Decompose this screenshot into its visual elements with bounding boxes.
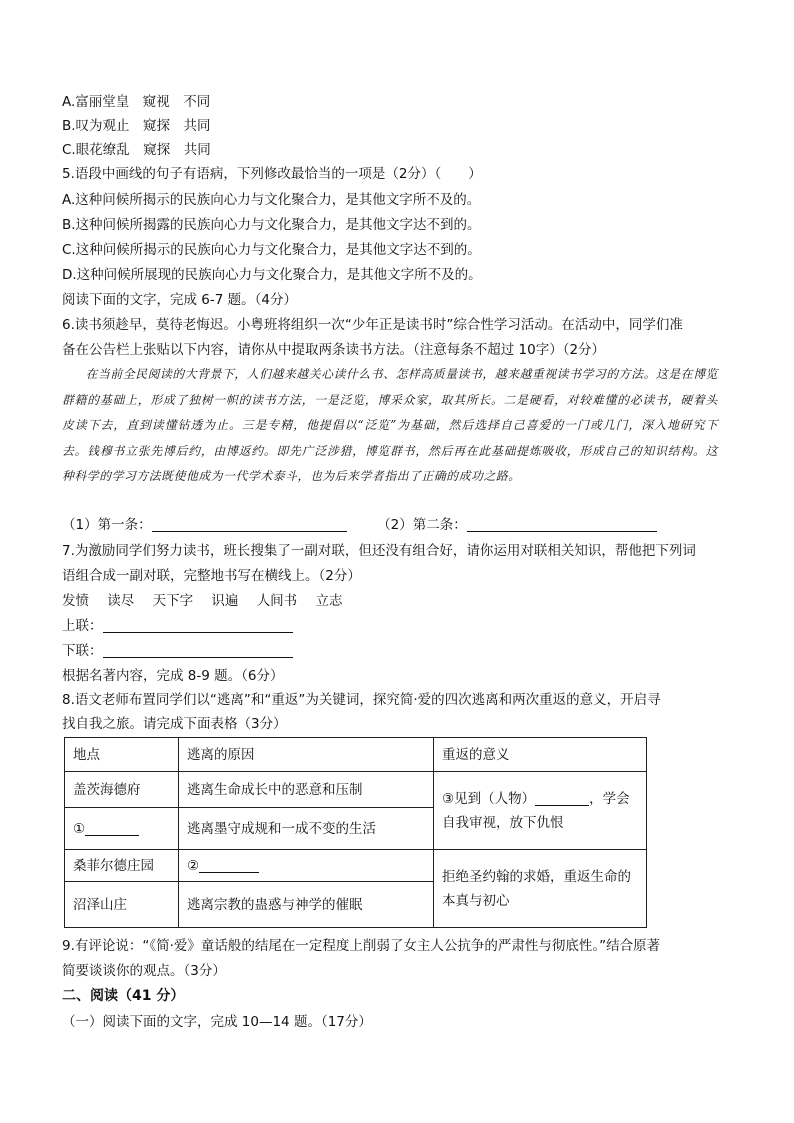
section-2-subtitle: （一）阅读下面的文字，完成 10—14 题。（17分） — [62, 1014, 372, 1030]
section-2-title: 二、阅读（41 分） — [62, 988, 185, 1004]
q9-stem-line1: 9.有评论说：“《简·爱》童话般的结尾在一定程度上削弱了女主人公抗争的严肃性与彻底性。”结合原著 — [62, 938, 661, 954]
meaning-cell-2 — [434, 850, 647, 928]
q5-option-c: C.这种问候所揭示的民族向心力与文化聚合力，是其他文字达不到的。 — [62, 242, 481, 258]
reason-cell: 逃离生命成长中的恶意和压制 — [179, 772, 434, 808]
reason-blank[interactable] — [199, 858, 259, 873]
place-cell: 盖茨海德府 — [65, 772, 179, 808]
q5-option-a: A.这种问候所揭示的民族向心力与文化聚合力，是其他文字所不及的。 — [62, 192, 481, 208]
q7-lower-row — [62, 641, 293, 661]
header-place: 地点 — [65, 738, 179, 772]
meaning1-tail: ，学会 — [589, 790, 630, 807]
read-instruction-6-7: 阅读下面的文字，完成 6-7 题。（4分） — [62, 292, 297, 308]
q9-stem-line2: 简要谈谈你的观点。（3分） — [62, 963, 226, 979]
q4-option-b: B.叹为观止 窥探 共同 — [62, 118, 211, 134]
header-meaning: 重返的意义 — [434, 738, 647, 772]
person-blank[interactable] — [535, 791, 589, 806]
answer2-label: （2）第二条： — [377, 517, 467, 533]
meaning1-text: ③见到（人物） — [442, 790, 536, 807]
q7-upper-row — [62, 616, 293, 636]
table-row — [65, 850, 647, 882]
upper-couplet-blank[interactable] — [103, 618, 293, 633]
meaning2-line1: 拒绝圣约翰的求婚，重返生命的 — [442, 868, 631, 885]
q7-stem-line1: 7.为激励同学们努力读书，班长搜集了一副对联，但还没有组合好，请你运用对联相关知识，帮他把下列词 — [62, 543, 696, 559]
q6-answers — [62, 515, 657, 535]
q8-stem-line1: 8.语文老师布置同学们以“逃离”和“重返”为关键词，探究简·爱的四次逃离和两次重返的意义，开启寻 — [62, 692, 661, 708]
blank-marker-2: ② — [187, 857, 200, 874]
table-header-row — [65, 738, 647, 772]
word: 天下字 — [152, 593, 194, 609]
word: 识遍 — [211, 593, 239, 609]
answer1-blank[interactable] — [152, 517, 347, 532]
meaning2-line2: 本真与初心 — [442, 892, 510, 909]
q5-option-d: D.这种问候所展现的民族向心力与文化聚合力，是其他文字所不及的。 — [62, 267, 482, 283]
answer2-blank[interactable] — [467, 517, 657, 532]
blank-marker-1: ① — [73, 820, 86, 837]
word: 读尽 — [107, 593, 135, 609]
reading-passage — [62, 362, 718, 490]
q5-option-b: B.这种问候所揭露的民族向心力与文化聚合力，是其他文字达不到的。 — [62, 217, 481, 233]
q7-word-list — [62, 591, 356, 611]
answer1-label: （1）第一条： — [62, 517, 152, 533]
meaning-cell-1 — [434, 772, 647, 850]
read-instruction-8-9: 根据名著内容，完成 8-9 题。（6分） — [62, 668, 284, 684]
upper-label: 上联： — [62, 618, 103, 634]
q5-stem: 5.语段中画线的句子有语病，下列修改最恰当的一项是（2分）（ ） — [62, 166, 482, 182]
q6-stem-line1: 6.读书须趁早，莫待老悔迟。小粤班将组织一次“少年正是读书时”综合性学习活动。在活动中，同学们准 — [62, 317, 683, 333]
q4-option-c: C.眼花缭乱 窥探 共同 — [62, 142, 211, 158]
reason-cell: 逃离宗教的蛊惑与神学的催眠 — [179, 882, 434, 928]
header-reason: 逃离的原因 — [179, 738, 434, 772]
word: 人间书 — [256, 593, 298, 609]
q8-table — [64, 737, 647, 928]
meaning1-line2: 自我审视，放下仇恨 — [442, 814, 564, 831]
word: 立志 — [315, 593, 343, 609]
place-cell — [65, 808, 179, 850]
lower-couplet-blank[interactable] — [103, 643, 293, 658]
reason-cell: 逃离墨守成规和一成不变的生活 — [179, 808, 434, 850]
q8-stem-line2: 找自我之旅。请完成下面表格（3分） — [62, 716, 287, 732]
place-cell: 沼泽山庄 — [65, 882, 179, 928]
lower-label: 下联： — [62, 643, 103, 659]
place-blank[interactable] — [85, 821, 139, 836]
place-cell: 桑菲尔德庄园 — [65, 850, 179, 882]
passage-text: 在当前全民阅读的大背景下，人们越来越关心读什么书、怎样高质量读书，越来越重视读书学习的方法。这是在博览群籍的基础上，形成了独树一帜的读书方法，一是泛览，博采众家，取其所长。二是硬看，对较难懂的必读书，硬着头皮读下去，直到读懂钻透为止。三是专精，他提倡以“泛览”为基础，然后选择自己喜爱的一门或几门，深入地研究下去。钱穆书立张先博后约，由博返约。即先广泛涉猎，博览群书，然后再在此基础提炼吸收，形成自己的知识结构。这种科学的学习方法既使他成为一代学术泰斗，也为后来学者指出了正确的成功之路。 — [62, 367, 718, 483]
reason-cell — [179, 850, 434, 882]
q6-stem-line2: 备在公告栏上张贴以下内容，请你从中提取两条读书方法。（注意每条不超过 10字）（2分） — [62, 342, 606, 358]
table-row — [65, 772, 647, 808]
word: 发愤 — [62, 593, 89, 609]
q4-option-a: A.富丽堂皇 窥视 不同 — [62, 94, 211, 110]
q7-stem-line2: 语组合成一副对联，完整地书写在横线上。（2分） — [62, 568, 361, 584]
